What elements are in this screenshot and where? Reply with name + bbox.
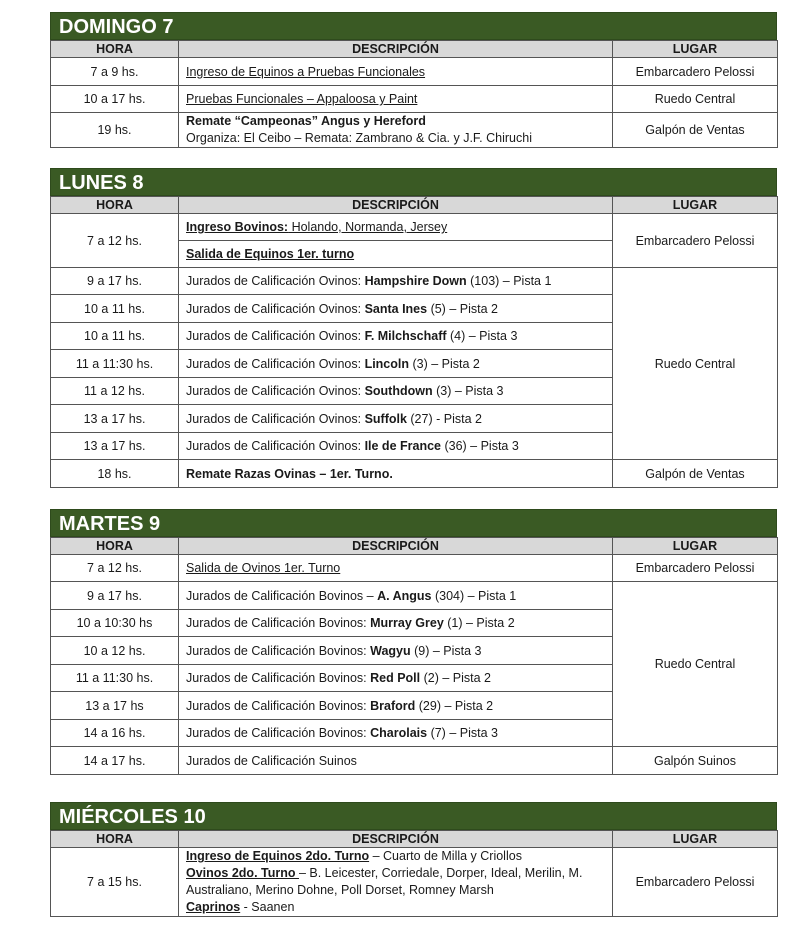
col-header-hora: HORA bbox=[51, 538, 179, 555]
hora-cell: 10 a 17 hs. bbox=[51, 86, 179, 113]
lugar-cell: Ruedo Central bbox=[613, 582, 778, 747]
raza-name: Lincoln bbox=[364, 356, 410, 371]
hora-cell: 14 a 17 hs. bbox=[51, 747, 179, 775]
desc-cell: Salida de Equinos 1er. turno bbox=[179, 241, 613, 268]
lugar-cell: Ruedo Central bbox=[613, 86, 778, 113]
raza-name: Santa Ines bbox=[364, 301, 428, 316]
desc-prefix: Jurados de Calificación Ovinos: bbox=[186, 274, 365, 288]
desc-cell bbox=[179, 720, 613, 747]
table-row bbox=[51, 460, 778, 488]
table-row bbox=[51, 555, 778, 582]
col-header-lugar: LUGAR bbox=[613, 197, 778, 214]
desc-rest: (36) – Pista 3 bbox=[441, 439, 519, 453]
desc-line bbox=[186, 865, 605, 882]
hora-cell: 11 a 11:30 hs. bbox=[51, 665, 179, 692]
col-header-lugar: LUGAR bbox=[613, 538, 778, 555]
desc-prefix: Jurados de Calificación Ovinos: bbox=[186, 384, 365, 398]
day-title: LUNES 8 bbox=[50, 168, 777, 196]
hora-cell: 11 a 11:30 hs. bbox=[51, 350, 179, 378]
desc-prefix: Jurados de Calificación Bovinos: bbox=[186, 726, 371, 740]
desc-prefix: Jurados de Calificación Ovinos: bbox=[186, 301, 365, 316]
desc-cell: Jurados de Calificación Suinos bbox=[179, 747, 613, 775]
lugar-cell: Galpón de Ventas bbox=[613, 460, 778, 488]
col-header-descripcion: DESCRIPCIÓN bbox=[179, 538, 613, 555]
desc-bold: Ovinos 2do. Turno bbox=[186, 866, 299, 880]
desc-rest: (9) – Pista 3 bbox=[410, 643, 482, 658]
desc-cell bbox=[179, 268, 613, 295]
hora-cell: 10 a 12 hs. bbox=[51, 637, 179, 665]
desc-prefix: Jurados de Calificación Bovinos: bbox=[186, 616, 371, 630]
desc-title: Remate “Campeonas” Angus y Hereford bbox=[186, 114, 426, 128]
day-lunes bbox=[50, 168, 777, 488]
table-row bbox=[51, 582, 778, 610]
desc-rest: (103) – Pista 1 bbox=[466, 274, 552, 288]
desc-prefix: Jurados de Calificación Bovinos: bbox=[186, 643, 371, 658]
schedule-table bbox=[50, 537, 778, 775]
table-row bbox=[51, 86, 778, 113]
table-row bbox=[51, 747, 778, 775]
raza-name: A. Angus bbox=[377, 588, 432, 603]
desc-cell bbox=[179, 323, 613, 350]
desc-rest: (304) – Pista 1 bbox=[431, 588, 517, 603]
hora-cell: 13 a 17 hs. bbox=[51, 405, 179, 433]
lugar-cell: Embarcadero Pelossi bbox=[613, 848, 778, 917]
desc-rest: Holando, Normanda, Jersey bbox=[288, 220, 448, 234]
desc-cell bbox=[179, 378, 613, 405]
desc-cell bbox=[179, 405, 613, 433]
col-header-descripcion: DESCRIPCIÓN bbox=[179, 831, 613, 848]
hora-cell: 19 hs. bbox=[51, 113, 179, 148]
desc-bold: Caprinos bbox=[186, 900, 241, 914]
lugar-cell: Embarcadero Pelossi bbox=[613, 58, 778, 86]
col-header-hora: HORA bbox=[51, 41, 179, 58]
desc-rest: (5) – Pista 2 bbox=[427, 301, 498, 316]
desc-cell bbox=[179, 582, 613, 610]
table-row bbox=[51, 268, 778, 295]
raza-name: Murray Grey bbox=[370, 616, 444, 630]
table-row bbox=[51, 848, 778, 917]
hora-cell: 10 a 11 hs. bbox=[51, 323, 179, 350]
desc-rest: (27) - Pista 2 bbox=[406, 411, 482, 426]
desc-detail: Organiza: El Ceibo – Remata: Zambrano & Cia. y J.F. Chiruchi bbox=[186, 131, 532, 145]
hora-cell: 9 a 17 hs. bbox=[51, 582, 179, 610]
desc-cell: Pruebas Funcionales – Appaloosa y Paint bbox=[179, 86, 613, 113]
desc-cell bbox=[179, 214, 613, 241]
desc-bold: Ingreso Bovinos: bbox=[186, 220, 289, 234]
hora-cell: 13 a 17 hs bbox=[51, 692, 179, 720]
desc-prefix: Jurados de Calificación Ovinos: bbox=[186, 329, 365, 343]
hora-cell: 18 hs. bbox=[51, 460, 179, 488]
day-martes bbox=[50, 509, 777, 775]
desc-line bbox=[186, 899, 605, 916]
hora-cell: 11 a 12 hs. bbox=[51, 378, 179, 405]
col-header-hora: HORA bbox=[51, 831, 179, 848]
desc-bold: Ingreso de Equinos 2do. Turno bbox=[186, 849, 370, 863]
desc-cell bbox=[179, 692, 613, 720]
hora-cell: 13 a 17 hs. bbox=[51, 433, 179, 460]
hora-cell: 9 a 17 hs. bbox=[51, 268, 179, 295]
desc-prefix: Jurados de Calificación Ovinos: bbox=[186, 411, 365, 426]
lugar-cell: Galpón Suinos bbox=[613, 747, 778, 775]
desc-rest: (3) – Pista 3 bbox=[432, 384, 504, 398]
lugar-cell: Embarcadero Pelossi bbox=[613, 555, 778, 582]
day-miercoles bbox=[50, 802, 777, 917]
table-row bbox=[51, 214, 778, 241]
lugar-cell: Galpón de Ventas bbox=[613, 113, 778, 148]
desc-line: Australiano, Merino Dohne, Poll Dorset, Romney Marsh bbox=[186, 883, 494, 897]
col-header-descripcion: DESCRIPCIÓN bbox=[179, 41, 613, 58]
raza-name: Hampshire Down bbox=[364, 274, 467, 288]
desc-rest: – Cuarto de Milla y Criollos bbox=[369, 849, 522, 863]
desc-cell: Salida de Ovinos 1er. Turno bbox=[179, 555, 613, 582]
raza-name: Ile de France bbox=[364, 439, 441, 453]
hora-cell: 14 a 16 hs. bbox=[51, 720, 179, 747]
desc-prefix: Jurados de Calificación Bovinos – bbox=[186, 588, 378, 603]
desc-rest: (3) – Pista 2 bbox=[409, 356, 480, 371]
raza-name: Red Poll bbox=[370, 671, 421, 685]
col-header-lugar: LUGAR bbox=[613, 41, 778, 58]
table-row bbox=[51, 58, 778, 86]
desc-cell bbox=[179, 665, 613, 692]
desc-cell bbox=[179, 113, 613, 148]
lugar-cell: Embarcadero Pelossi bbox=[613, 214, 778, 268]
raza-name: Wagyu bbox=[370, 643, 411, 658]
desc-line bbox=[186, 848, 605, 865]
desc-rest: - Saanen bbox=[240, 900, 295, 914]
desc-cell: Remate Razas Ovinas – 1er. Turno. bbox=[179, 460, 613, 488]
desc-prefix: Jurados de Calificación Ovinos: bbox=[186, 356, 365, 371]
desc-rest: (1) – Pista 2 bbox=[443, 616, 515, 630]
desc-prefix: Jurados de Calificación Ovinos: bbox=[186, 439, 365, 453]
day-title: MARTES 9 bbox=[50, 509, 777, 537]
desc-rest: (29) – Pista 2 bbox=[415, 698, 494, 713]
desc-cell bbox=[179, 848, 613, 917]
hora-cell: 10 a 11 hs. bbox=[51, 295, 179, 323]
desc-rest: (4) – Pista 3 bbox=[446, 329, 518, 343]
hora-cell: 7 a 12 hs. bbox=[51, 214, 179, 268]
table-row bbox=[51, 113, 778, 148]
raza-name: Suffolk bbox=[364, 411, 407, 426]
schedule-table bbox=[50, 830, 778, 917]
desc-rest: – B. Leicester, Corriedale, Dorper, Ideal, Merilin, M. bbox=[298, 866, 583, 880]
raza-name: Braford bbox=[370, 698, 416, 713]
schedule-table bbox=[50, 40, 778, 148]
desc-cell bbox=[179, 610, 613, 637]
hora-cell: 7 a 15 hs. bbox=[51, 848, 179, 917]
desc-cell bbox=[179, 433, 613, 460]
lugar-cell: Ruedo Central bbox=[613, 268, 778, 460]
desc-cell bbox=[179, 295, 613, 323]
desc-rest: (2) – Pista 2 bbox=[420, 671, 492, 685]
day-domingo bbox=[50, 12, 777, 148]
day-title: MIÉRCOLES 10 bbox=[50, 802, 777, 830]
col-header-descripcion: DESCRIPCIÓN bbox=[179, 197, 613, 214]
col-header-lugar: LUGAR bbox=[613, 831, 778, 848]
desc-cell bbox=[179, 350, 613, 378]
hora-cell: 10 a 10:30 hs bbox=[51, 610, 179, 637]
day-title: DOMINGO 7 bbox=[50, 12, 777, 40]
desc-prefix: Jurados de Calificación Bovinos: bbox=[186, 671, 371, 685]
desc-cell: Ingreso de Equinos a Pruebas Funcionales bbox=[179, 58, 613, 86]
desc-cell bbox=[179, 637, 613, 665]
raza-name: Southdown bbox=[364, 384, 433, 398]
raza-name: F. Milchschaff bbox=[364, 329, 447, 343]
desc-rest: (7) – Pista 3 bbox=[427, 726, 498, 740]
hora-cell: 7 a 9 hs. bbox=[51, 58, 179, 86]
raza-name: Charolais bbox=[370, 726, 428, 740]
desc-prefix: Jurados de Calificación Bovinos: bbox=[186, 698, 371, 713]
schedule-table bbox=[50, 196, 778, 488]
hora-cell: 7 a 12 hs. bbox=[51, 555, 179, 582]
col-header-hora: HORA bbox=[51, 197, 179, 214]
